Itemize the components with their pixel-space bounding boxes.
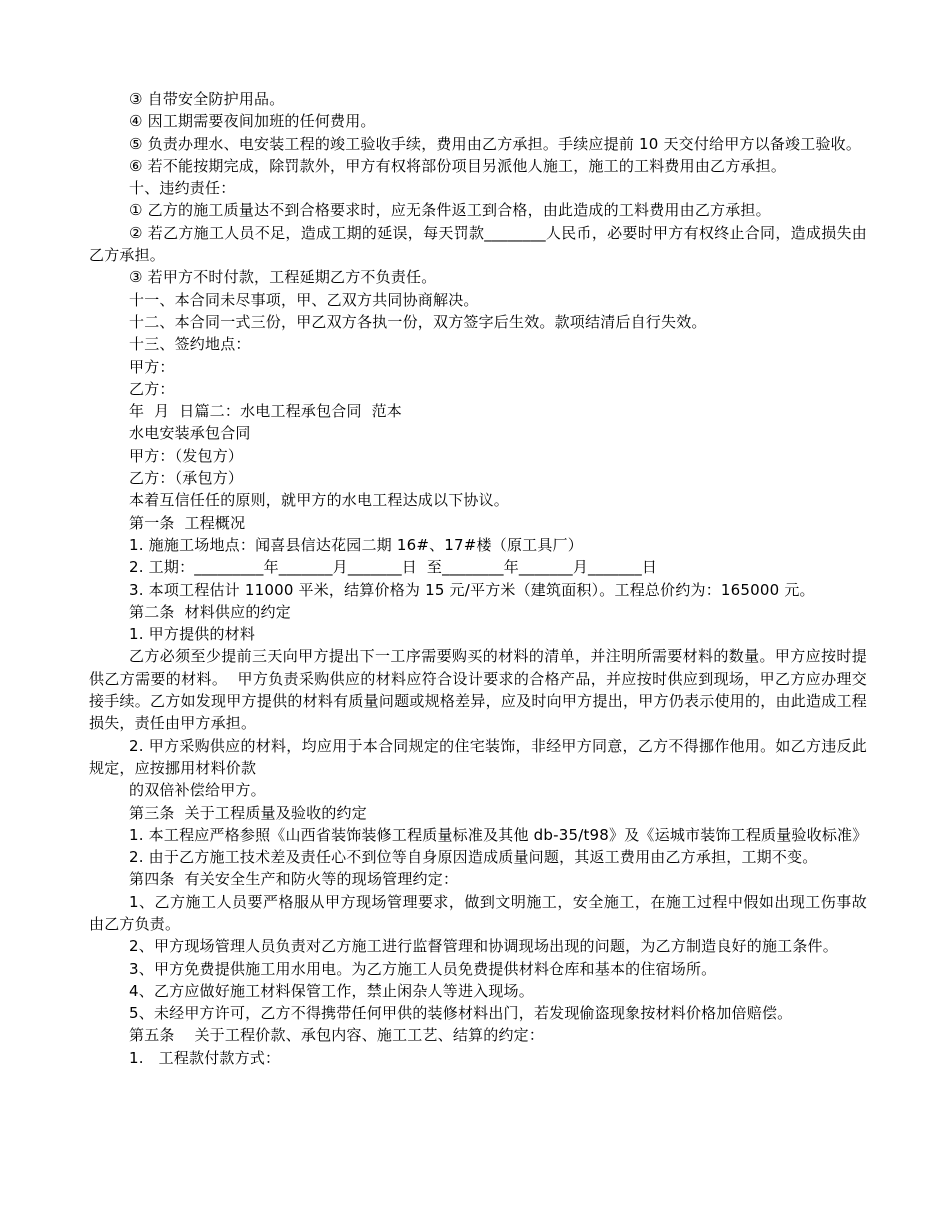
paragraph: ② 若乙方施工人员不足，造成工期的延误，每天罚款________人民币，必要时甲方有权终止合同，造成损失由乙方承担。: [89, 223, 867, 265]
paragraph: 4、乙方应做好施工材料保管工作，禁止闲杂人等进入现场。: [129, 981, 534, 1000]
paragraph: 3、甲方免费提供施工用水用电。为乙方施工人员免费提供材料仓库和基本的住宿场所。: [129, 959, 717, 978]
paragraph: 本着互信任任的原则，就甲方的水电工程达成以下协议。: [129, 491, 510, 510]
paragraph: ⑥ 若不能按期完成，除罚款外，甲方有权将部份项目另派他人施工，施工的工料费用由乙方承担。: [129, 156, 787, 175]
article-heading: 第二条 材料供应的约定: [129, 602, 291, 621]
paragraph: ① 乙方的施工质量达不到合格要求时，应无条件返工到合格，由此造成的工料费用由乙方承担。: [129, 201, 771, 220]
signature-party-a: 甲方：: [129, 357, 175, 376]
article-heading: 第四条 有关安全生产和防火等的现场管理约定：: [129, 870, 459, 889]
paragraph: 3. 本项工程估计 11000 平米，结算价格为 15 元/平方米（建筑面积）。工程总价约为：165000 元。: [129, 580, 815, 599]
paragraph: 十二、本合同一式三份，甲乙双方各执一份，双方签字后生效。款项结清后自行失效。: [129, 312, 707, 331]
paragraph: 1. 本工程应严格参照《山西省装饰装修工程质量标准及其他 db-35/t98》及《运城市装饰工程质量验收标准》: [129, 825, 868, 844]
article-heading: 第三条 关于工程质量及验收的约定: [129, 803, 367, 822]
paragraph: 2、甲方现场管理人员负责对乙方施工进行监督管理和协调现场出现的问题，为乙方制造良好的施工条件。: [129, 937, 838, 956]
contract-title: 水电安装承包合同: [129, 424, 251, 443]
paragraph: 5、未经甲方许可，乙方不得携带任何甲供的装修材料出门，若发现偷盗现象按材料价格加倍赔偿。: [129, 1004, 793, 1023]
paragraph: 乙方必须至少提前三天向甲方提出下一工序需要购买的材料的清单，并注明所需要材料的数量。甲方应按时提供乙方需要的材料。 甲方负责采购供应的材料应符合设计要求的合格产品，并应按时供应到现场，甲乙方应办理交接手续。乙方如发现甲方提供的材料有质量问题或规格差异，应及时向甲方提出，甲方仍表示使用的，由此造成工程损失，责任由甲方承担。: [89, 647, 867, 733]
party-b-line: 乙方：（承包方）: [129, 469, 244, 488]
date-and-title-line: 年 月 日篇二：水电工程承包合同 范本: [129, 402, 403, 421]
paragraph: 2. 甲方采购供应的材料，均应用于本合同规定的住宅装饰，非经甲方同意，乙方不得挪作他用。如乙方违反此规定，应按挪用材料价款: [89, 736, 867, 777]
paragraph: 十一、本合同未尽事项，甲、乙双方共同协商解决。: [129, 290, 479, 309]
section-heading: 十、违约责任：: [129, 179, 236, 198]
paragraph: ③ 若甲方不时付款，工程延期乙方不负责任。: [129, 268, 437, 287]
paragraph: 1. 工程款付款方式：: [129, 1048, 281, 1067]
paragraph: ⑤ 负责办理水、电安装工程的竣工验收手续，费用由乙方承担。手续应提前 10 天交付给甲方以备竣工验收。: [129, 134, 862, 153]
paragraph: 1. 甲方提供的材料: [129, 625, 256, 644]
party-a-line: 甲方：（发包方）: [129, 446, 244, 465]
paragraph: 1、乙方施工人员要严格服从甲方现场管理要求，做到文明施工，安全施工，在施工过程中假如出现工伤事故由乙方负责。: [89, 892, 867, 933]
paragraph: 的双倍补偿给甲方。: [129, 781, 266, 800]
article-heading: 第一条 工程概况: [129, 513, 246, 532]
paragraph: ④ 因工期需要夜间加班的任何费用。: [129, 112, 376, 131]
paragraph: 十三、签约地点：: [129, 335, 251, 354]
paragraph: ③ 自带安全防护用品。: [129, 90, 285, 108]
paragraph: 1. 施施工场地点：闻喜县信达花园二期 16#、17#楼（原工具厂）: [129, 535, 583, 554]
paragraph: 2. 工期：_________年_______月_______日 至________年_______月_______日: [129, 558, 658, 577]
article-heading: 第五条 关于工程价款、承包内容、施工工艺、结算的约定：: [129, 1026, 545, 1045]
signature-party-b: 乙方：: [129, 379, 175, 398]
document-body: [89, 88, 867, 1069]
paragraph: 2. 由于乙方施工技术差及责任心不到位等自身原因造成质量问题，其返工费用由乙方承担，工期不变。: [129, 848, 818, 867]
